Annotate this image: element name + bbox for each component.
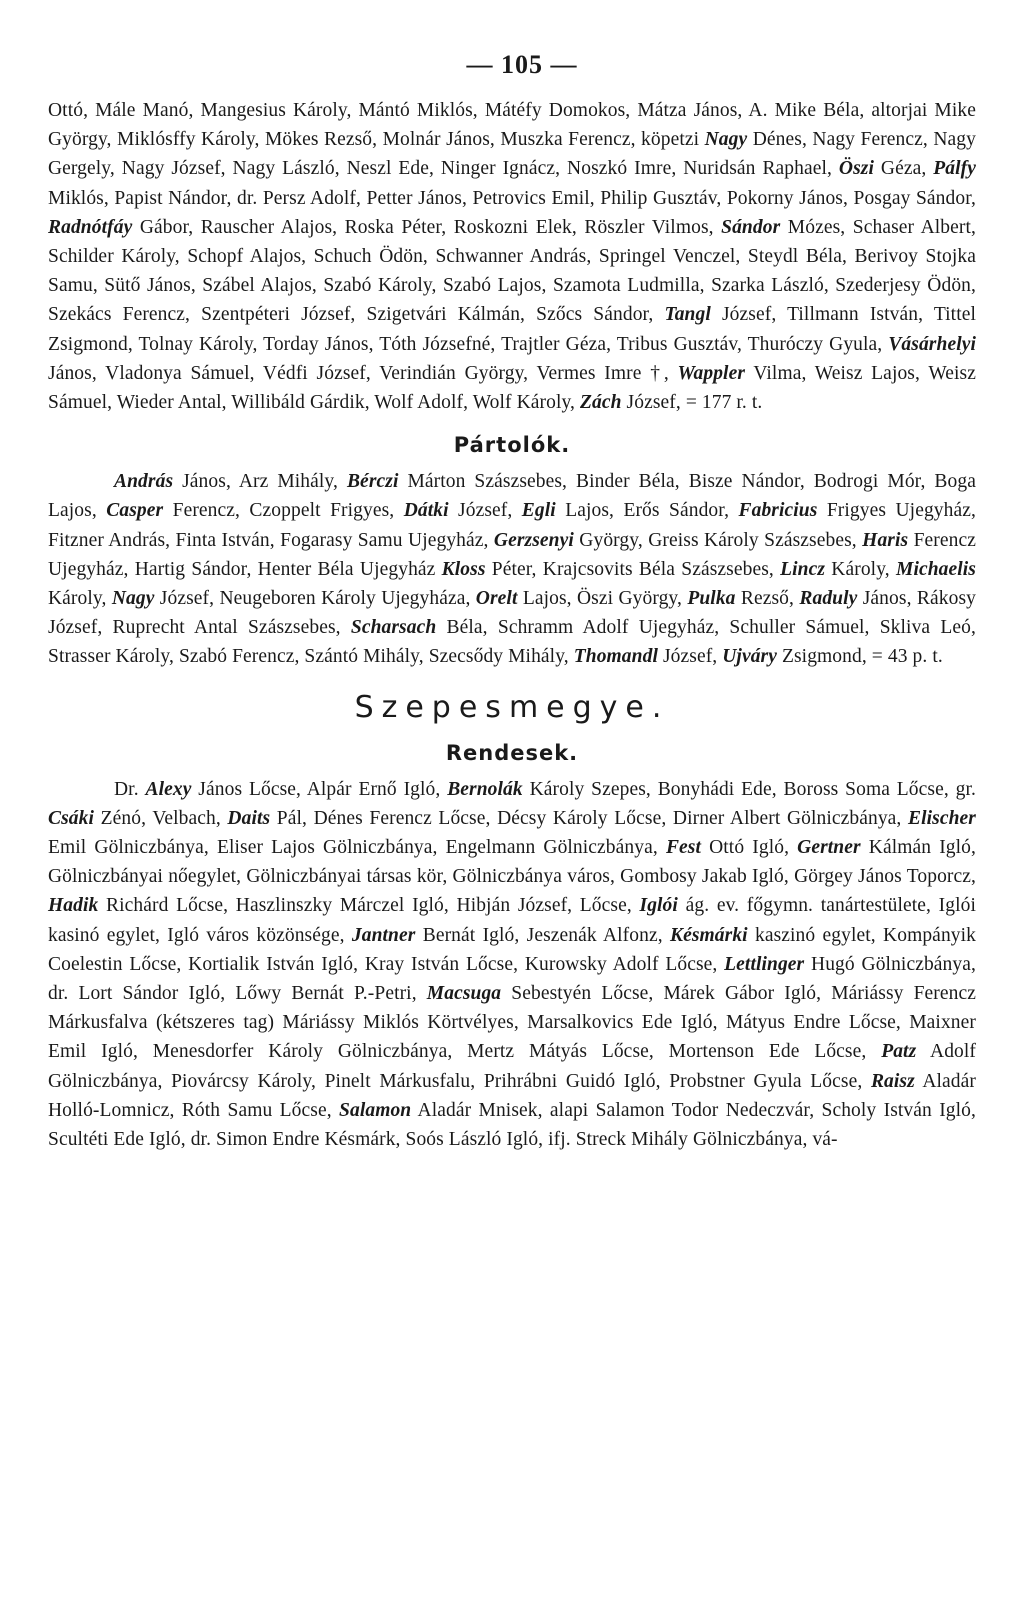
page — [48, 50, 976, 1154]
text-run: Károly Szepes, Bonyhádi Ede, Boross Soma Lőcse, gr. — [522, 778, 976, 800]
emphasized-name: Radnótfáy — [48, 216, 133, 238]
text-run: József, = 177 r. t. — [621, 392, 763, 414]
section-heading: Pártolók. — [453, 433, 571, 458]
text-run: Károly, — [48, 588, 112, 610]
text-run: József, Tillmann István, Tittel Zsigmond, Tolnay Károly, Torday János, Tóth Józsefné, Trajtler Géza, Tribus Gusztáv, Thuróczy Gyula, — [48, 304, 976, 355]
text-run: Miklós, Papist Nándor, dr. Persz Adolf, Petter János, Petrovics Emil, Philip Gusztáv, Pokorny János, Posgay Sándor, — [48, 187, 976, 209]
county-title: Szepesmegye. — [354, 689, 670, 725]
emphasized-name: Raduly — [799, 588, 858, 610]
emphasized-name: Fest — [665, 837, 702, 859]
emphasized-name: Michaelis — [896, 558, 976, 580]
text-run: Kálmán Igló, Gölniczbányai nőegylet, Gölniczbányai társas kör, Gölniczbánya város, Gombosy Jakab Igló, Görgey János Toporcz, — [48, 837, 976, 888]
page-content — [48, 96, 976, 1154]
text-run: Rezső, — [735, 588, 800, 610]
text-run: Károly, — [825, 558, 896, 580]
emphasized-name: Késmárki — [669, 924, 748, 946]
emphasized-name: Casper — [106, 500, 164, 522]
emphasized-name: Pálfy — [933, 158, 976, 180]
text-run: Sebestyén Lőcse, Márek Gábor Igló, Máriássy Ferencz Márkusfalva (kétszeres tag) Máriássy Miklós Körtvélyes, Marsalkovics Ede Igló, Mátyus Endre Lőcse, Maixner Emil Igló, Menesdorfer Károly Gölniczbánya, Mertz Mátyás Lőcse, Mortenson Ede Lőcse, — [48, 983, 976, 1063]
text-run: ág. ev. főgymn. tanártestülete, Iglói kasinó egylet, Igló város közönsége, — [48, 895, 976, 946]
paragraph — [48, 775, 976, 1155]
emphasized-name: Tangl — [664, 304, 711, 326]
text-run: Lajos, Erős Sándor, — [555, 500, 739, 522]
text-run: Ottó Igló, — [701, 837, 798, 859]
text-run: Dénes, Nagy Ferencz, Nagy Gergely, Nagy József, Nagy László, Neszl Ede, Ninger Ignácz, Noszkó Imre, Nuridsán Raphael, — [48, 129, 977, 180]
text-run: Mózes, Schaser Albert, Schilder Károly, Schopf Alajos, Schuch Ödön, Schwanner András, Springel Venczel, Steydl Béla, Berivoy Stojka Samu, Sütő János, Szábel Alajos, Szabó Károly, Szabó Lajos, Szamota Ludmilla, Szarka László, Szederjesy Ödön, Szekács Ferencz, Szentpéteri József, Szigetvári Kálmán, Szőcs Sándor, — [48, 216, 976, 326]
emphasized-name: Fabricius — [738, 500, 818, 522]
text-run: Márton Szászsebes, Binder Béla, Bisze Nándor, Bodrogi Mór, Boga Lajos, — [48, 471, 976, 522]
text-run: János, Vladonya Sámuel, Védfi József, Verindián György, Vermes Imre †, — [48, 362, 678, 384]
text-run: Zénó, Velbach, — [94, 807, 228, 829]
paragraph — [48, 96, 976, 417]
emphasized-name: Egli — [521, 500, 556, 522]
text-run: Dr. — [114, 778, 146, 800]
text-run: kaszinó egylet, Kompányik Coelestin Lőcse, Kortialik István Igló, Kray István Lőcse, Kurowsky Adolf Lőcse, — [48, 924, 977, 975]
emphasized-name: Lettlinger — [724, 953, 805, 975]
emphasized-name: Pulka — [687, 588, 736, 610]
emphasized-name: Sándor — [721, 216, 781, 238]
emphasized-name: Öszi — [838, 158, 874, 180]
text-run: Adolf Gölniczbánya, Piovárcsy Károly, Pinelt Márkusfalu, Prihrábni Guidó Igló, Probstner Gyula Lőcse, — [48, 1041, 977, 1092]
emphasized-name: Ujváry — [722, 646, 777, 668]
text-run: József, — [657, 646, 723, 668]
text-run: Pál, Dénes Ferencz Lőcse, Décsy Károly Lőcse, Dirner Albert Gölniczbánya, — [270, 807, 909, 829]
page-number: — 105 — — [466, 50, 578, 79]
text-run: Frigyes Ujegyház, Fitzner András, Finta István, Fogarasy Samu Ujegyház, — [48, 500, 976, 551]
text-run: József, — [448, 500, 522, 522]
text-run: Aladár Holló-Lomnicz, Róth Samu Lőcse, — [48, 1070, 977, 1121]
emphasized-name: Haris — [862, 529, 909, 551]
emphasized-name: Gerzsenyi — [493, 529, 574, 551]
text-run: János Lőcse, Alpár Ernő Igló, — [191, 778, 448, 800]
emphasized-name: András — [114, 471, 174, 493]
text-run: Lajos, Öszi György, — [517, 588, 688, 610]
text-run: Bernát Igló, Jeszenák Alfonz, — [415, 924, 670, 946]
emphasized-name: Bernolák — [447, 778, 523, 800]
emphasized-name: Wappler — [677, 362, 746, 384]
text-run: Péter, Krajcsovits Béla Szászsebes, — [485, 558, 781, 580]
text-run: Zsigmond, = 43 p. t. — [777, 646, 943, 668]
emphasized-name: Patz — [881, 1041, 917, 1063]
emphasized-name: Jantner — [351, 924, 416, 946]
text-run: József, Neugeboren Károly Ujegyháza, — [154, 588, 476, 610]
emphasized-name: Salamon — [339, 1099, 412, 1121]
emphasized-name: Alexy — [145, 778, 192, 800]
emphasized-name: Zách — [580, 392, 622, 414]
emphasized-name: Macsuga — [426, 983, 502, 1005]
emphasized-name: Nagy — [704, 129, 748, 151]
emphasized-name: Scharsach — [350, 617, 437, 639]
text-run: Béla, Schramm Adolf Ujegyház, Schuller Sámuel, Skliva Leó, Strasser Károly, Szabó Ferencz, Szántó Mihály, Szecsődy Mihály, — [48, 617, 976, 668]
emphasized-name: Bérczi — [346, 471, 399, 493]
emphasized-name: Lincz — [780, 558, 826, 580]
text-run: Vilma, Weisz Lajos, Weisz Sámuel, Wieder Antal, Willibáld Gárdik, Wolf Adolf, Wolf Károly, — [48, 362, 976, 414]
text-run: János, Rákosy József, Ruprecht Antal Szászsebes, — [48, 588, 976, 639]
text-run: Hugó Gölniczbánya, dr. Lort Sándor Igló, Lőwy Bernát P.-Petri, — [48, 953, 976, 1005]
emphasized-name: Vásárhelyi — [888, 333, 976, 355]
emphasized-name: Daits — [227, 807, 271, 829]
emphasized-name: Nagy — [111, 588, 155, 610]
emphasized-name: Gertner — [797, 837, 861, 859]
text-run: Gábor, Rauscher Alajos, Roska Péter, Roskozni Elek, Röszler Vilmos, — [132, 216, 722, 238]
emphasized-name: Orelt — [475, 588, 518, 610]
paragraph — [48, 467, 976, 671]
emphasized-name: Kloss — [441, 558, 486, 580]
emphasized-name: Thomandl — [573, 646, 658, 668]
section-heading: Rendesek. — [445, 740, 579, 765]
text-run: János, Arz Mihály, — [173, 471, 347, 493]
text-run: Ottó, Mále Manó, Mangesius Károly, Mántó Miklós, Mátéfy Domokos, Mátza János, A. Mike Béla, altorjai Mike György, Miklósffy Károly, Mökes Rezső, Molnár János, Muszka Ferencz, köpetzi — [48, 100, 976, 151]
emphasized-name: Dátki — [403, 500, 449, 522]
text-run: György, Greiss Károly Szászsebes, — [573, 529, 863, 551]
emphasized-name: Raisz — [870, 1070, 915, 1092]
emphasized-name: Elischer — [908, 807, 976, 829]
emphasized-name: Hadik — [48, 895, 99, 917]
text-run: Richárd Lőcse, Haszlinszky Márczel Igló, Hibján József, Lőcse, — [98, 895, 640, 917]
emphasized-name: Iglói — [639, 895, 678, 917]
text-run: Géza, — [874, 158, 934, 180]
text-run: Ferencz, Czoppelt Frigyes, — [163, 500, 404, 522]
text-run: Emil Gölniczbánya, Eliser Lajos Gölniczbánya, Engelmann Gölniczbánya, — [48, 837, 666, 859]
text-run: Aladár Mnisek, alapi Salamon Todor Nedeczvár, Scholy István Igló, Scultéti Ede Igló, dr. Simon Endre Késmárk, Soós László Igló, ifj. Streck Mihály Gölniczbánya, vá- — [48, 1099, 976, 1151]
text-run: Ferencz Ujegyház, Hartig Sándor, Henter Béla Ujegyház — [48, 529, 976, 580]
emphasized-name: Csáki — [48, 807, 95, 829]
